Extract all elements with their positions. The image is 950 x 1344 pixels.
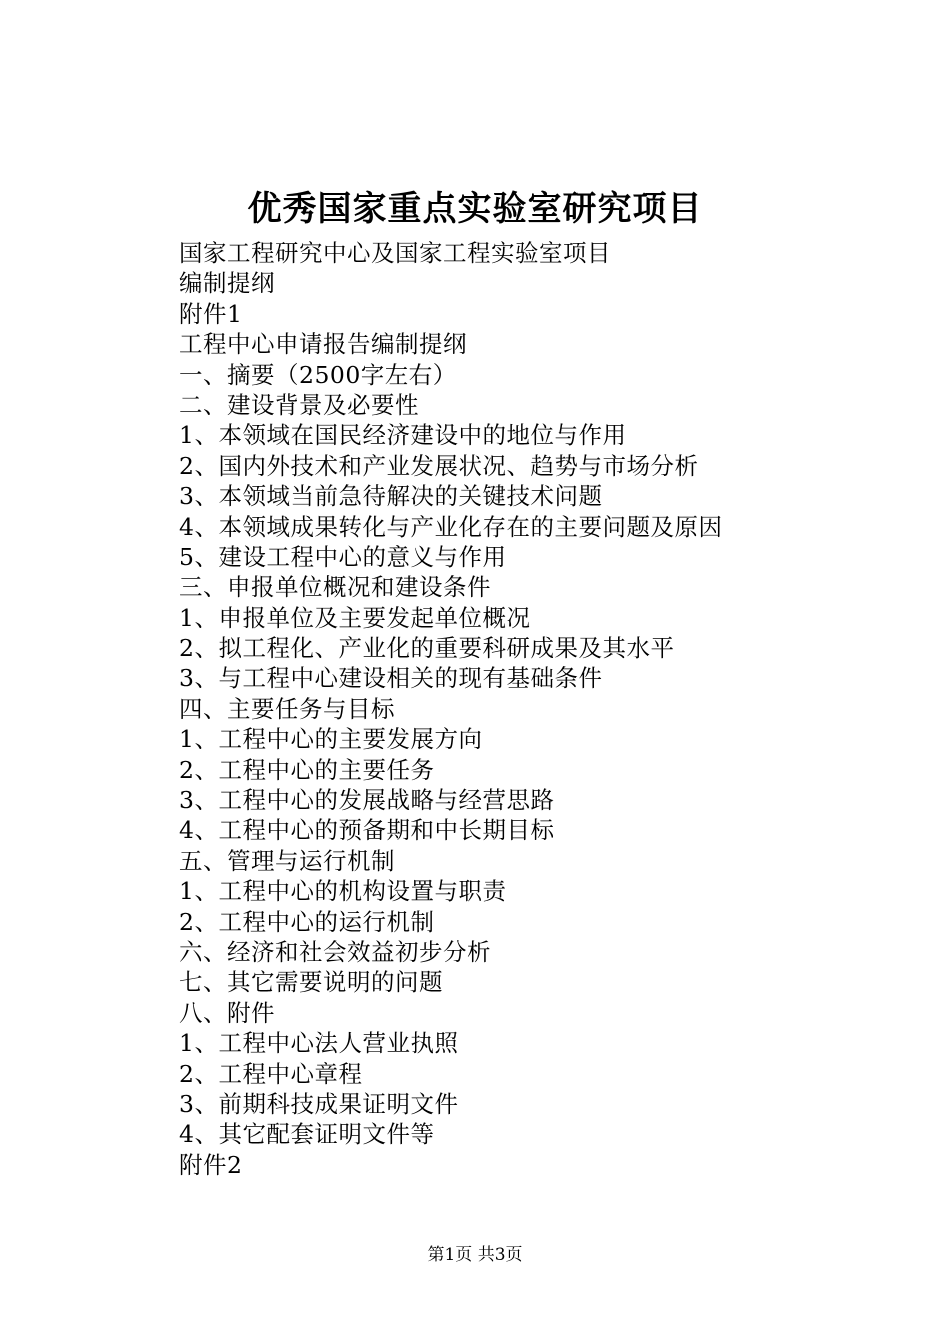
text-line: 附件2 — [179, 1150, 243, 1179]
text-line: 3、工程中心的发展战略与经营思路 — [179, 786, 555, 815]
text-line: 五、管理与运行机制 — [179, 846, 395, 875]
text-line: 2、国内外技术和产业发展状况、趋势与市场分析 — [179, 451, 699, 480]
text-line: 3、与工程中心建设相关的现有基础条件 — [179, 664, 603, 693]
text-line: 国家工程研究中心及国家工程实验室项目 — [179, 239, 611, 267]
page-number-footer: 第1页 共3页 — [427, 1245, 523, 1265]
text-line: 工程中心申请报告编制提纲 — [179, 330, 467, 359]
text-line: 三、申报单位概况和建设条件 — [179, 573, 491, 602]
text-line: 4、其它配套证明文件等 — [179, 1120, 435, 1149]
text-line: 3、前期科技成果证明文件 — [179, 1089, 459, 1118]
text-line: 2、拟工程化、产业化的重要科研成果及其水平 — [179, 634, 675, 663]
text-line: 1、本领域在国民经济建设中的地位与作用 — [179, 421, 627, 450]
text-line: 七、其它需要说明的问题 — [179, 968, 443, 997]
text-line: 四、主要任务与目标 — [179, 694, 395, 723]
text-line: 2、工程中心章程 — [179, 1059, 363, 1088]
text-line: 1、申报单位及主要发起单位概况 — [179, 603, 531, 632]
document-title: 优秀国家重点实验室研究项目 — [247, 189, 703, 229]
text-line: 附件1 — [179, 299, 243, 328]
text-line: 1、工程中心法人营业执照 — [179, 1029, 459, 1058]
text-line: 八、附件 — [179, 998, 275, 1027]
text-line: 2、工程中心的主要任务 — [179, 755, 435, 784]
text-line: 一、摘要（2500字左右） — [179, 360, 457, 389]
text-line: 4、本领域成果转化与产业化存在的主要问题及原因 — [179, 512, 723, 541]
text-line: 5、建设工程中心的意义与作用 — [179, 542, 507, 571]
text-line: 六、经济和社会效益初步分析 — [179, 937, 491, 966]
text-line: 二、建设背景及必要性 — [179, 390, 419, 419]
text-line: 4、工程中心的预备期和中长期目标 — [179, 816, 555, 845]
document-body — [179, 238, 919, 1180]
text-line: 2、工程中心的运行机制 — [179, 907, 435, 936]
text-line: 3、本领域当前急待解决的关键技术问题 — [179, 482, 603, 511]
text-line: 1、工程中心的机构设置与职责 — [179, 877, 507, 906]
text-line: 编制提纲 — [179, 269, 275, 298]
text-line: 1、工程中心的主要发展方向 — [179, 725, 483, 754]
